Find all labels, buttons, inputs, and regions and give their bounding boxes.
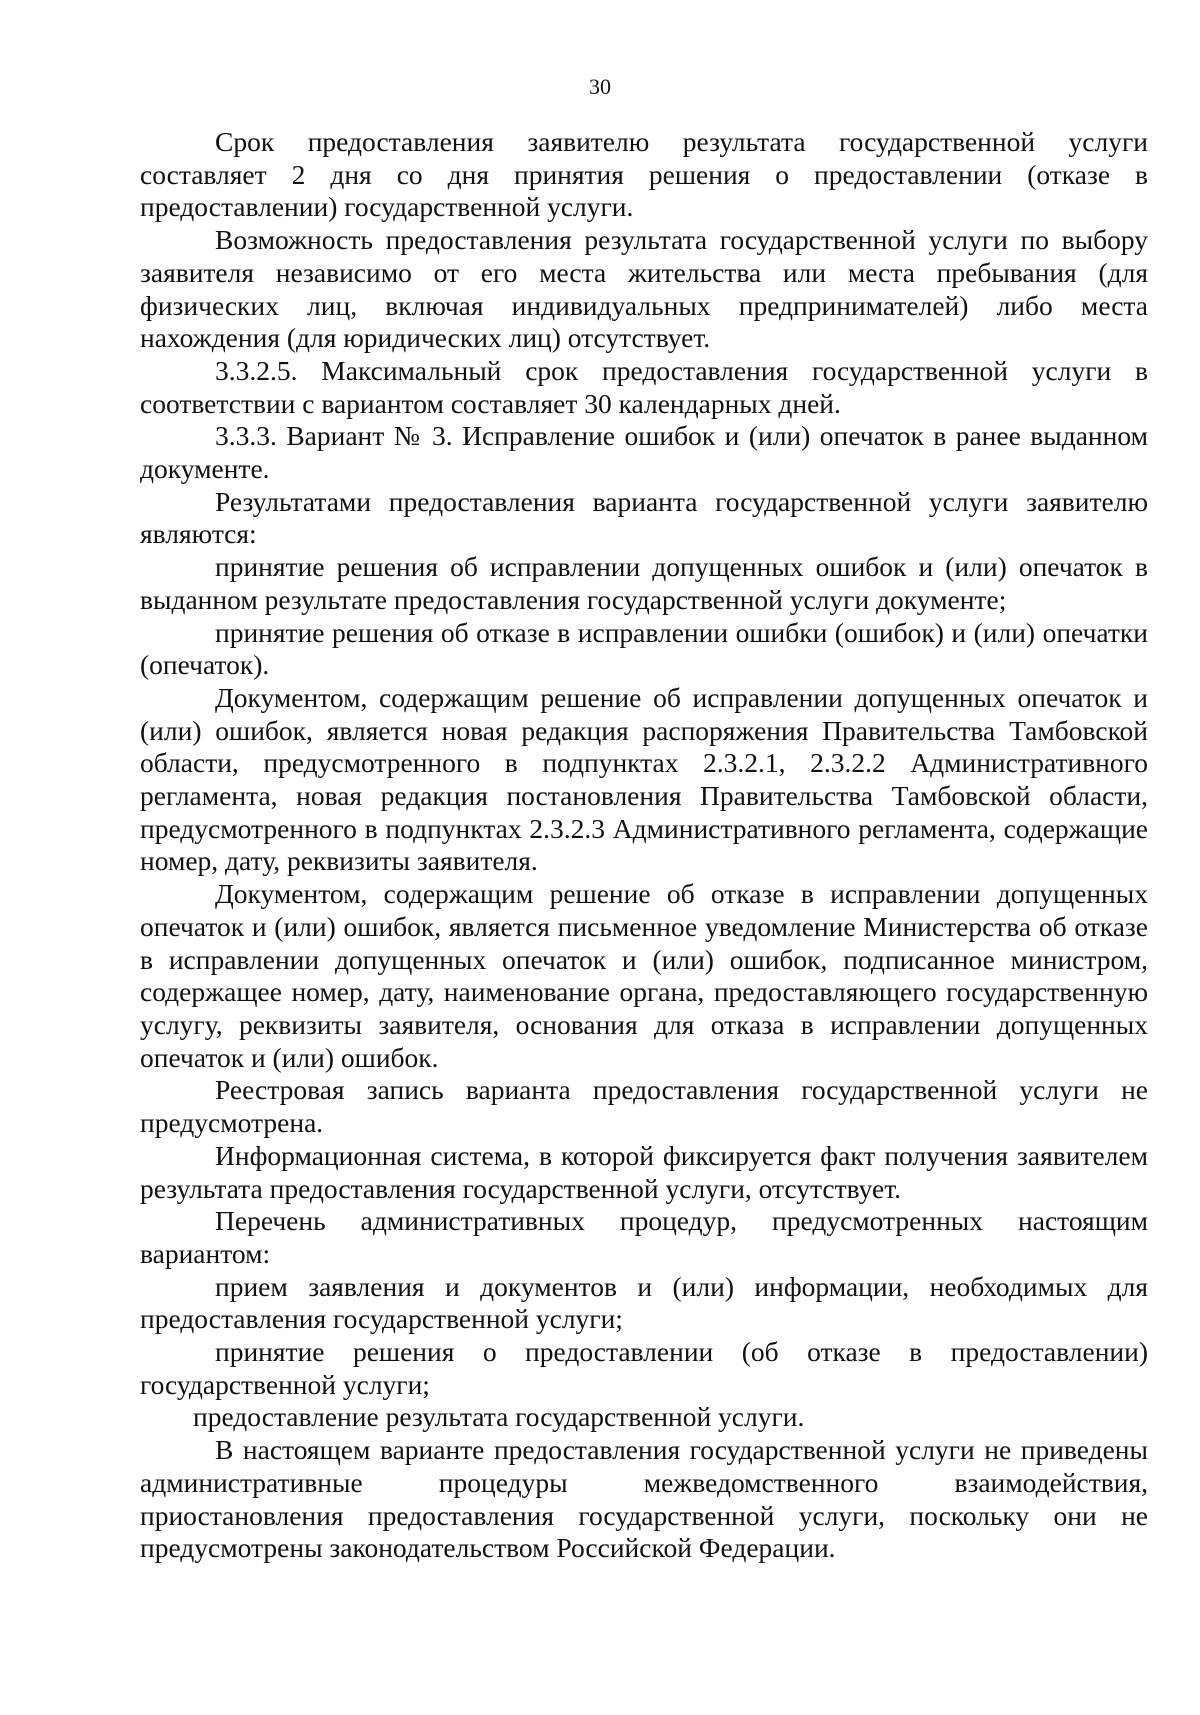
list-item-result-delivery: предоставление результата государственной услуги.: [193, 1401, 805, 1433]
paragraph-information-system: Информационная система, в которой фиксируется факт получения заявителем результата предоставления государственной услуги, отсутствует.: [140, 1139, 1148, 1204]
paragraph-procedures-intro: Перечень административных процедур, предусмотренных настоящим вариантом:: [140, 1205, 1148, 1269]
paragraph-results-intro: Результатами предоставления варианта государственной услуги заявителю являются:: [140, 485, 1148, 550]
paragraph-extraterritorial: Возможность предоставления результата государственной услуги по выбору заявителя независимо от его места жительства или места пребывания (для физических лиц, включая индивидуальных предпринимателей) либо места нахождения (для юридических лиц) отсутствует.: [140, 224, 1148, 354]
paragraph-refusal-document: Документом, содержащим решение об отказе в исправлении допущенных опечаток и (или) ошибок, является письменное уведомление Министерства об отказе в исправлении допущенных опечаток и (или) ошибок, подписанное министром, содержащее номер, дату, наименование органа, предоставляющего государственную услугу, реквизиты заявителя, основания для отказа в исправлении допущенных опечаток и (или) ошибок.: [140, 878, 1148, 1073]
list-item-correction-decision: принятие решения об исправлении допущенных ошибок и (или) опечаток в выданном результате предоставления государственной услуги документе;: [140, 551, 1148, 615]
page-number: 30: [589, 74, 611, 99]
document-body: [140, 126, 1148, 1565]
list-item-application-intake: прием заявления и документов и (или) информации, необходимых для предоставления государственной услуги;: [140, 1270, 1148, 1335]
list-item-refusal-decision: принятие решения об отказе в исправлении ошибки (ошибок) и (или) опечатки (опечаток).: [140, 616, 1148, 681]
paragraph-registry-record: Реестровая запись варианта предоставления государственной услуги не предусмотрена.: [140, 1074, 1148, 1139]
paragraph-result-term: Срок предоставления заявителю результата государственной услуги составляет 2 дня со дня принятия решения о предоставлении (отказе в предоставлении) государственной услуги.: [140, 126, 1148, 223]
paragraph-3-3-3-heading: 3.3.3. Вариант № 3. Исправление ошибок и (или) опечаток в ранее выданном документе.: [140, 420, 1148, 485]
paragraph-3-3-2-5: 3.3.2.5. Максимальный срок предоставления государственной услуги в соответствии с вариантом составляет 30 календарных дней.: [140, 354, 1148, 419]
paragraph-correction-document: Документом, содержащим решение об исправлении допущенных опечаток и (или) ошибок, является новая редакция распоряжения Правительства Тамбовской области, предусмотренного в подпунктах 2.3.2.1, 2.3.2.2 Административного регламента, новая редакция постановления Правительства Тамбовской области, предусмотренного в подпунктах 2.3.2.3 Административного регламента, содержащие номер, дату, реквизиты заявителя.: [140, 681, 1148, 877]
paragraph-interagency-note: В настоящем варианте предоставления государственной услуги не приведены административные процедуры межведомственного взаимодействия, приостановления предоставления государственной услуги, поскольку они не предусмотрены законодательством Российской Федерации.: [140, 1434, 1148, 1564]
list-item-decision: принятие решения о предоставлении (об отказе в предоставлении) государственной услуги;: [140, 1336, 1148, 1400]
